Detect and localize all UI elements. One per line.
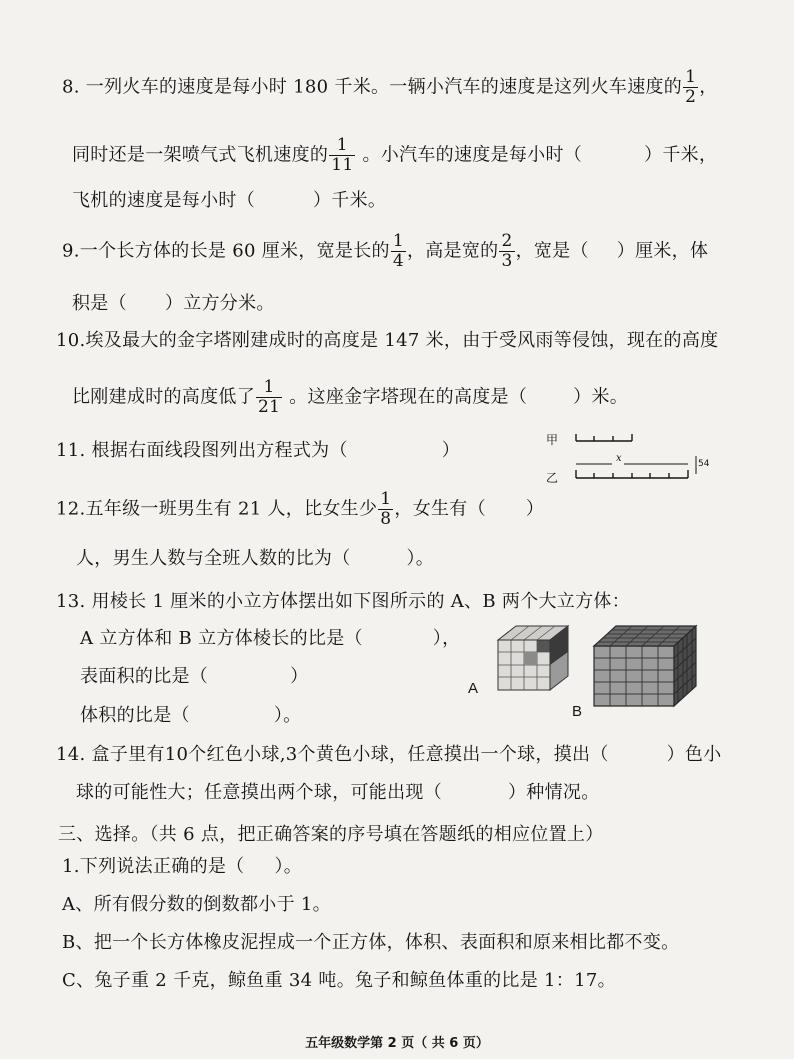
- q10-fraction: $\frac{1}{21}$: [258, 377, 281, 417]
- q9-line-2: 积是（ ）立方分米。: [72, 293, 275, 314]
- segment-value: 54: [698, 459, 710, 469]
- q8-line-2: 同时还是一架喷气式飞机速度的 $\frac{1}{11}$ 。小汽车的速度是每小时（ ）千米，: [72, 135, 718, 175]
- cube-a-figure: [490, 620, 580, 692]
- q8-text: 8. 一列火车的速度是每小时 180 千米。一辆小汽车的速度是这列火车速度的: [62, 76, 683, 98]
- q13-line-4: 体积的比是（ ）。: [80, 705, 302, 726]
- segment-diagram: [544, 428, 714, 490]
- s3-q1: 1.下列说法正确的是（ ）。: [62, 856, 303, 877]
- q12-line-2: 人，男生人数与全班人数的比为（ ）。: [76, 548, 435, 569]
- q9-fraction-1: $\frac{1}{4}$: [392, 231, 404, 271]
- q10-line-2: 比刚建成时的高度低了 $\frac{1}{21}$ 。这座金字塔现在的高度是（ ）米。: [72, 377, 629, 417]
- q9-fraction-2: $\frac{2}{3}$: [501, 231, 513, 271]
- q10-line-1: 10.埃及最大的金字塔刚建成时的高度是 147 米，由于受风雨等侵蚀，现在的高度: [56, 330, 719, 351]
- segment-jia: [576, 434, 632, 441]
- q13-line-1: 13. 用棱长 1 厘米的小立方体摆出如下图所示的 A、B 两个大立方体：: [56, 591, 631, 612]
- q8-line-1: 8. 一列火车的速度是每小时 180 千米。一辆小汽车的速度是这列火车速度的 $\frac{1}{2}$ ，: [62, 67, 718, 107]
- s3-option-c: C、兔子重 2 千克，鲸鱼重 34 吨。兔子和鲸鱼体重的比是 1：17。: [62, 970, 616, 991]
- segment-yi: [576, 470, 688, 478]
- s3-option-a: A、所有假分数的倒数都小于 1。: [62, 894, 331, 915]
- q12-line-1: 12.五年级一班男生有 21 人，比女生少 $\frac{1}{8}$ ，女生有（ ）: [56, 489, 545, 529]
- segment-label-yi: 乙: [546, 471, 559, 485]
- q8-fraction-1: $\frac{1}{2}$: [685, 67, 697, 107]
- q11-line-1: 11. 根据右面线段图列出方程式为（ ）: [56, 440, 461, 461]
- s3-option-b: B、把一个长方体橡皮泥捏成一个正方体，体积、表面积和原来相比都不变。: [62, 932, 680, 953]
- section-3-title: 三、选择。（共 6 点，把正确答案的序号填在答题纸的相应位置上）: [58, 824, 604, 845]
- q13-line-3: 表面积的比是（ ）: [80, 666, 309, 687]
- cube-b-figure: [590, 622, 700, 708]
- page-footer: 五年级数学第 2 页（ 共 6 页）: [305, 1036, 489, 1051]
- cube-b-front: [594, 646, 674, 706]
- q9-line-1: 9.一个长方体的长是 60 厘米，宽是长的 $\frac{1}{4}$ ，高是宽的 $\frac{2}{3}$ ，宽是（ ）厘米，体: [62, 231, 709, 271]
- q14-line-1: 14. 盒子里有10个红色小球,3个黄色小球，任意摸出一个球，摸出（ ）色小: [56, 744, 722, 765]
- q8-line-3: 飞机的速度是每小时（ ）千米。: [72, 190, 387, 211]
- segment-label-jia: 甲: [546, 433, 559, 447]
- segment-variable-x: x: [616, 453, 622, 464]
- q14-line-2: 球的可能性大；任意摸出两个球，可能出现（ ）种情况。: [76, 782, 600, 803]
- cube-b-label: B: [572, 703, 583, 720]
- q12-fraction: $\frac{1}{8}$: [380, 489, 392, 529]
- cube-a-label: A: [468, 680, 479, 697]
- q13-line-2: A 立方体和 B 立方体棱长的比是（ ），: [80, 628, 461, 649]
- q8-fraction-2: $\frac{1}{11}$: [331, 135, 354, 175]
